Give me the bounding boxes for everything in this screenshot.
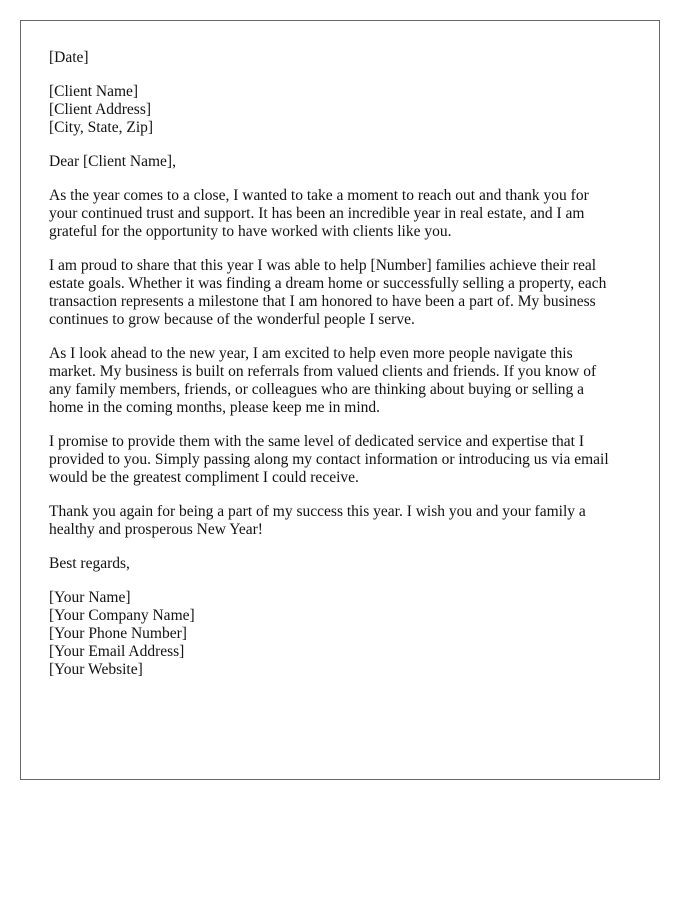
body-paragraph-4: I promise to provide them with the same level of dedicated service and expertise that I provided to you. Simply passing along my contact information or introducing us via email would be the greatest compliment I could receive. — [49, 433, 609, 486]
body-paragraph-3: As I look ahead to the new year, I am excited to help even more people navigate this market. My business is built on referrals from valued clients and friends. If you know of any family members, friends, or colleagues who are thinking about buying or selling a home in the coming months, please keep me in mind. — [49, 345, 597, 416]
signature-company: [Your Company Name] — [49, 607, 195, 624]
body-paragraph-1: As the year comes to a close, I wanted to take a moment to reach out and thank you for your continued trust and support. It has been an incredible year in real estate, and I am grateful for the opportunity to have worked with clients like you. — [49, 187, 589, 240]
date-text: [Date] — [49, 49, 89, 66]
recipient-address: [Client Address] — [49, 101, 152, 118]
letter-page — [20, 20, 660, 780]
recipient-city-state-zip: [City, State, Zip] — [49, 119, 154, 136]
closing — [49, 555, 633, 573]
signature-email: [Your Email Address] — [49, 643, 185, 660]
signature-name: [Your Name] — [49, 589, 131, 606]
salutation-text: Dear [Client Name], — [49, 153, 176, 170]
signature-website: [Your Website] — [49, 661, 143, 678]
signature-block — [49, 589, 633, 679]
recipient-address-block — [49, 83, 633, 137]
letter-date — [49, 49, 633, 67]
closing-text: Best regards, — [49, 555, 130, 572]
salutation — [49, 153, 633, 171]
signature-phone: [Your Phone Number] — [49, 625, 187, 642]
body-paragraph-2: I am proud to share that this year I was able to help [Number] families achieve their real estate goals. Whether it was finding a dream home or successfully selling a property, each transaction represents a milestone that I am honored to have been a part of. My business continues to grow because of the wonderful people I serve. — [49, 257, 607, 328]
recipient-name: [Client Name] — [49, 83, 139, 100]
body-paragraph-5: Thank you again for being a part of my success this year. I wish you and your family a healthy and prosperous New Year! — [49, 503, 586, 538]
